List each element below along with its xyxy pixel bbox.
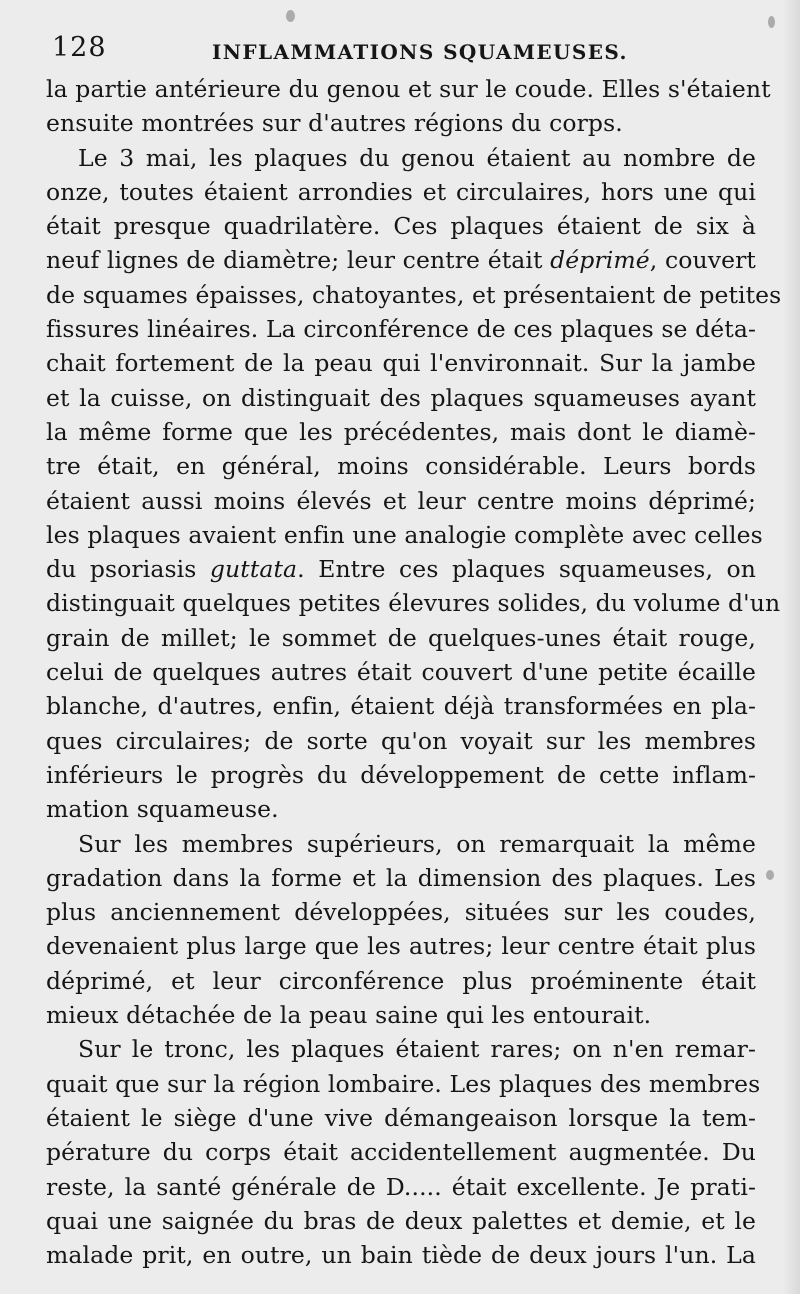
text-line <box>46 1101 756 1135</box>
text-line <box>46 449 756 483</box>
text-segment: Le 3 mai, les plaques du genou étaient au nombre de <box>78 143 756 172</box>
text-line <box>46 1032 756 1066</box>
text-line <box>46 72 771 106</box>
text-line <box>46 209 756 243</box>
text-segment: les plaques avaient enfin une analogie complète avec celles <box>46 520 763 549</box>
text-segment: pérature du corps était accidentellement augmentée. Du <box>46 1138 756 1167</box>
text-segment: onze, toutes étaient arrondies et circulaires, hors une qui <box>46 177 756 206</box>
body-text <box>46 72 782 1272</box>
text-segment: ques circulaires; de sorte qu'on voyait sur les membres <box>46 726 756 755</box>
text-line <box>46 964 756 998</box>
ink-spot <box>766 870 774 880</box>
text-line <box>46 586 781 620</box>
text-segment: grain de millet; le sommet de quelques-unes était rouge, <box>46 623 756 652</box>
text-line <box>46 655 756 689</box>
text-segment: étaient le siège d'une vive démangeaison lorsque la tem- <box>46 1103 756 1132</box>
text-line <box>46 792 756 826</box>
text-segment: neuf lignes de diamètre; leur centre était <box>46 246 551 275</box>
text-line <box>46 175 756 209</box>
text-segment: distinguait quelques petites élevures solides, du volume d'un <box>46 589 781 618</box>
text-line <box>46 243 756 277</box>
text-segment: chait fortement de la peau qui l'environnait. Sur la jambe <box>46 349 756 378</box>
text-segment: malade prit, en outre, un bain tiède de deux jours l'un. La <box>46 1241 756 1270</box>
text-line <box>46 1135 756 1169</box>
text-segment: plus anciennement développées, situées sur les coudes, <box>46 898 756 927</box>
text-segment: Sur le tronc, les plaques étaient rares; on n'en remar- <box>78 1035 756 1064</box>
text-line <box>46 1170 756 1204</box>
text-line <box>46 1067 761 1101</box>
text-segment: mieux détachée de la peau saine qui les entourait. <box>46 1001 652 1030</box>
text-line <box>46 689 756 723</box>
text-segment: étaient aussi moins élevés et leur centre moins déprimé; <box>46 486 756 515</box>
text-line <box>46 621 756 655</box>
text-segment: devenaient plus large que les autres; leur centre était plus <box>46 932 756 961</box>
text-line <box>46 484 756 518</box>
text-segment: celui de quelques autres était couvert d'une petite écaille <box>46 658 756 687</box>
text-segment: reste, la santé générale de D..... était excellente. Je prati- <box>46 1172 756 1201</box>
text-line <box>46 106 756 140</box>
text-line <box>46 929 756 963</box>
ink-spot <box>286 10 295 22</box>
text-segment: quai une saignée du bras de deux palettes et demie, et le <box>46 1206 756 1235</box>
text-segment: du psoriasis <box>46 555 210 584</box>
text-line <box>46 346 756 380</box>
running-title: INFLAMMATIONS SQUAMEUSES. <box>212 40 628 64</box>
text-line <box>46 861 756 895</box>
page-header <box>52 30 752 70</box>
text-line <box>46 141 756 175</box>
ink-spot <box>768 16 775 28</box>
text-line <box>46 381 756 415</box>
text-segment: mation squameuse. <box>46 795 279 824</box>
text-segment: blanche, d'autres, enfin, étaient déjà transformées en pla- <box>46 692 756 721</box>
text-segment: et la cuisse, on distinguait des plaques squameuses ayant <box>46 383 756 412</box>
text-segment: tre était, en général, moins considérable. Leurs bords <box>46 452 756 481</box>
text-segment: quait que sur la région lombaire. Les plaques des membres <box>46 1069 761 1098</box>
text-segment: . Entre ces plaques squameuses, on <box>297 555 756 584</box>
text-line <box>46 758 756 792</box>
text-segment: déprimé, et leur circonférence plus proéminente était <box>46 966 756 995</box>
text-segment: ensuite montrées sur d'autres régions du corps. <box>46 109 623 138</box>
italic-text: déprimé <box>550 246 650 275</box>
text-segment: de squames épaisses, chatoyantes, et présentaient de petites <box>46 280 782 309</box>
text-line <box>46 312 756 346</box>
text-line <box>46 278 782 312</box>
text-line <box>46 724 756 758</box>
page-number: 128 <box>52 32 107 63</box>
text-segment: Sur les membres supérieurs, on remarquait la même <box>78 829 756 858</box>
text-segment: la même forme que les précédentes, mais dont le diamè- <box>46 417 756 446</box>
text-line <box>46 518 763 552</box>
text-line <box>46 895 756 929</box>
page-edge-shadow <box>782 0 800 1294</box>
italic-text: guttata <box>209 555 298 584</box>
text-segment: , couvert <box>649 246 756 275</box>
text-segment: était presque quadrilatère. Ces plaques étaient de six à <box>46 212 756 241</box>
text-line <box>46 1238 756 1272</box>
text-line <box>46 998 756 1032</box>
text-line <box>46 552 756 586</box>
text-segment: inférieurs le progrès du développement de cette inflam- <box>46 760 756 789</box>
text-segment: la partie antérieure du genou et sur le coude. Elles s'étaient <box>46 75 771 103</box>
text-segment: gradation dans la forme et la dimension des plaques. Les <box>46 863 756 892</box>
text-line <box>46 415 756 449</box>
text-line <box>46 1204 756 1238</box>
text-line <box>46 827 756 861</box>
text-segment: fissures linéaires. La circonférence de ces plaques se déta- <box>46 315 756 344</box>
